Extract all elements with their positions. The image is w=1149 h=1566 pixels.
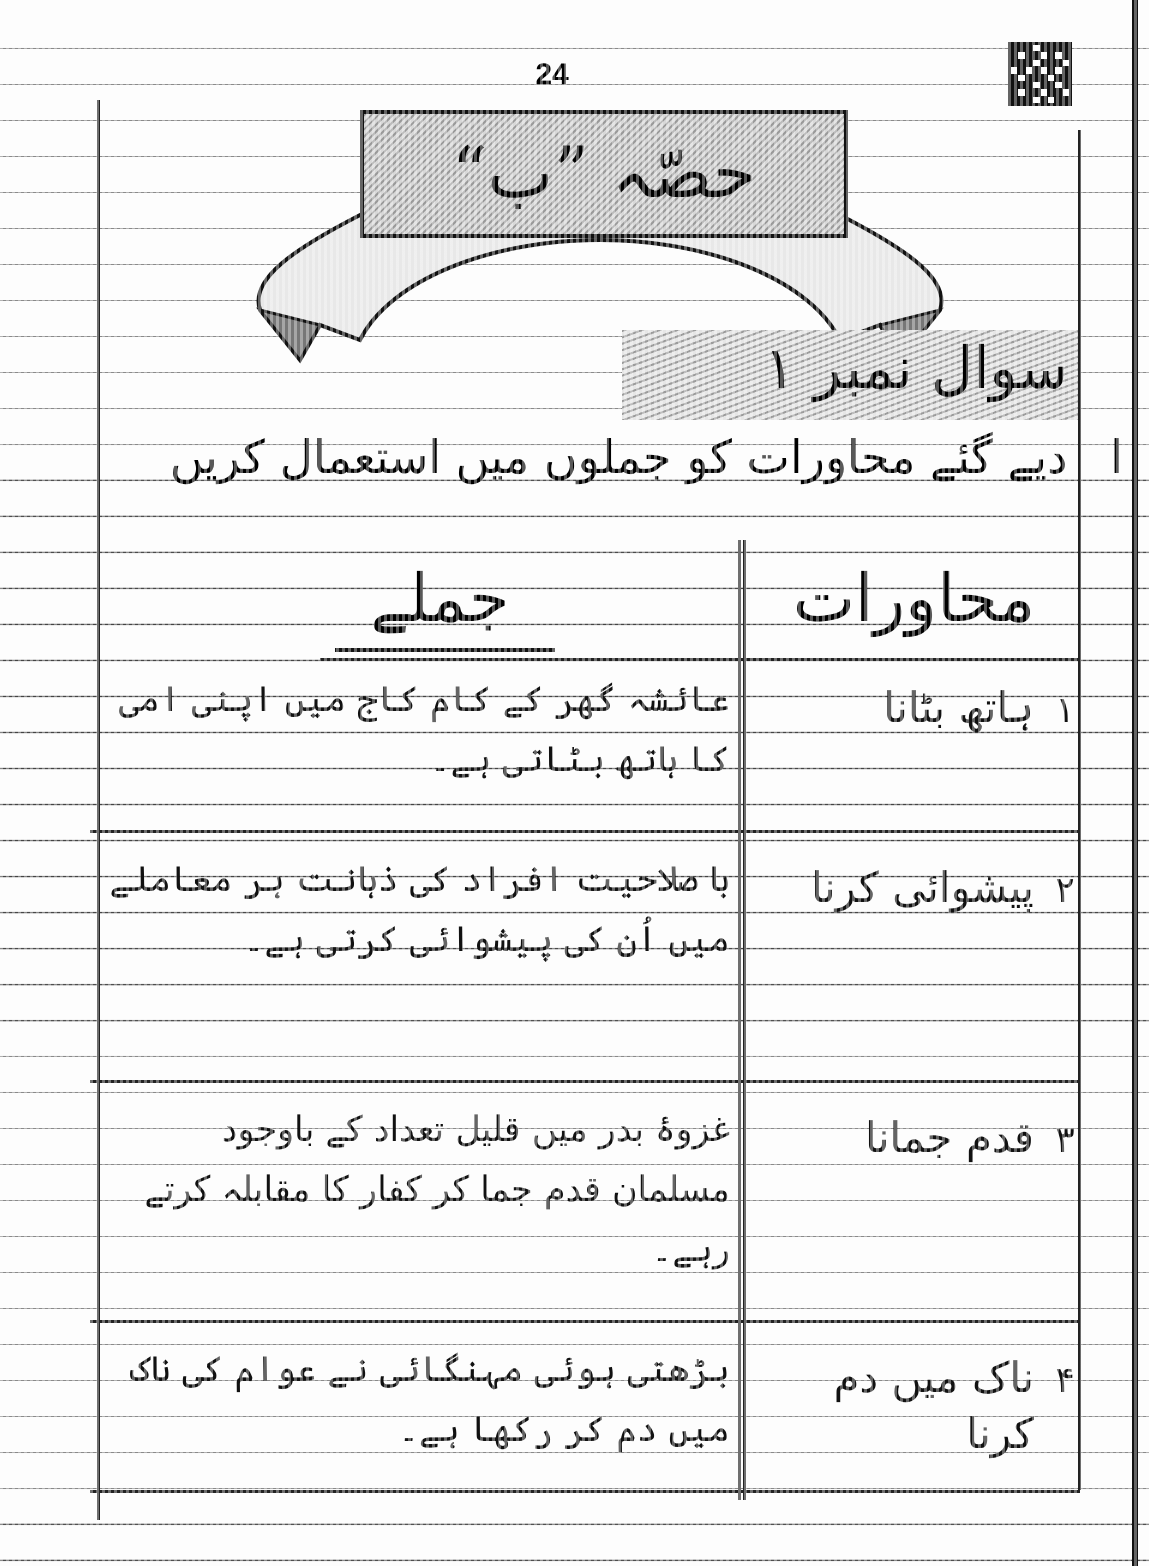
row-divider bbox=[90, 830, 1080, 833]
table-bottom-border bbox=[90, 1490, 1080, 1493]
instruction-number: ا bbox=[1110, 430, 1123, 484]
instruction-line bbox=[108, 430, 1123, 484]
row-idiom: قدم جمانا bbox=[864, 1113, 1034, 1162]
row-idiom: ہاتھ بٹانا bbox=[883, 683, 1034, 732]
instruction-text: دیے گئے محاورات کو جملوں میں استعمال کریں bbox=[169, 430, 1068, 484]
header-divider bbox=[320, 658, 1080, 661]
header-underline bbox=[335, 648, 555, 652]
page-edge bbox=[1132, 0, 1138, 1566]
page-number: 24 bbox=[535, 58, 569, 91]
row-sentence: غزوۂ بدر میں قلیل تعداد کے باوجود مسلمان قدم جما کر کفار کا مقابلہ کرتے رہے۔ bbox=[144, 1110, 730, 1270]
row-sentence: با صلاحیت افراد کی ذہانت ہر معاملے میں اُن کی پیشوائی کرتی ہے۔ bbox=[109, 860, 730, 960]
column-divider bbox=[738, 540, 746, 1500]
qr-code-icon bbox=[1008, 42, 1072, 106]
header-idioms: محاورات bbox=[792, 560, 1036, 637]
idioms-table bbox=[90, 540, 1080, 1500]
row-sentence: عائشہ گھر کے کام کاج میں اپنی امی کا ہاتھ بٹاتی ہے۔ bbox=[118, 680, 730, 780]
header-sentences: جملے bbox=[370, 560, 510, 637]
row-sentence: بڑھتی ہوئی مہنگائی نے عوام کی ناک میں دم کر رکھا ہے۔ bbox=[130, 1350, 730, 1450]
row-number: ۲ bbox=[1055, 870, 1075, 911]
row-idiom: پیشوائی کرنا bbox=[811, 863, 1034, 912]
row-idiom: ناک میں دم کرنا bbox=[833, 1353, 1034, 1458]
row-number: ۳ bbox=[1055, 1120, 1075, 1161]
question-title-box bbox=[622, 330, 1078, 420]
question-title: سوال نمبر ۱ bbox=[763, 334, 1068, 402]
row-divider bbox=[90, 1320, 1080, 1323]
row-number: ۴ bbox=[1055, 1360, 1075, 1401]
banner-title-box bbox=[360, 110, 848, 238]
section-title: حصّہ ”ب“ bbox=[451, 132, 757, 214]
row-divider bbox=[90, 1080, 1080, 1083]
row-number: ۱ bbox=[1055, 690, 1075, 731]
